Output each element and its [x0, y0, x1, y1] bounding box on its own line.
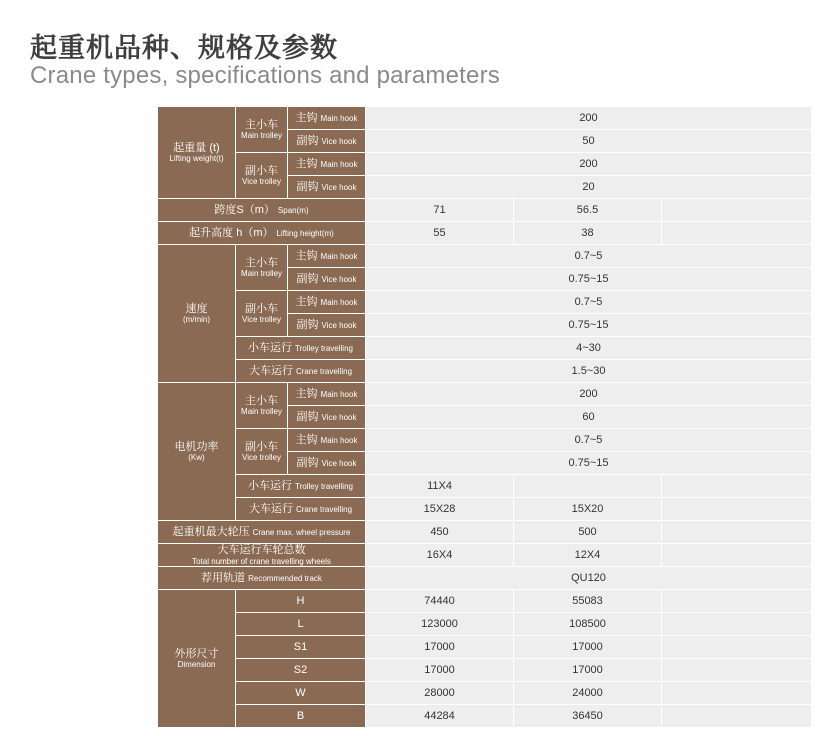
table-row — [158, 383, 812, 406]
label-motor-power-cn: 电机功率 — [174, 440, 219, 453]
value-dim-w-col3 — [662, 682, 812, 705]
label-dimension-cn: 外形尺寸 — [174, 647, 219, 660]
value-speed-main-trolley-main-hook: 0.7~5 — [366, 245, 812, 268]
table-row — [158, 636, 812, 659]
label-crane-travelling — [236, 360, 366, 383]
value-dim-s1-col2: 17000 — [514, 636, 662, 659]
label-vice-trolley — [236, 153, 288, 199]
label-main-hook-cn: 主钩 — [295, 433, 318, 446]
label-lifting-weight-en: Lifting weight(t) — [169, 154, 224, 164]
label-vice-hook — [288, 452, 366, 475]
label-vice-hook-cn: 副钩 — [296, 134, 319, 147]
value-motor-power-trolley-travelling-col3 — [662, 475, 812, 498]
value-lifting-weight-main-trolley-main-hook: 200 — [366, 107, 812, 130]
label-vice-trolley — [236, 429, 288, 475]
label-vice-hook-en: Vice hook — [321, 136, 357, 146]
table-row — [158, 705, 812, 728]
label-recommended-track-en: Recommended track — [248, 573, 322, 583]
label-vice-trolley-cn: 副小车 — [245, 164, 278, 177]
table-row — [158, 567, 812, 590]
label-vice-hook — [288, 268, 366, 291]
label-main-hook — [288, 383, 366, 406]
label-vice-trolley-cn: 副小车 — [245, 302, 278, 315]
value-dim-l-col2: 108500 — [514, 613, 662, 636]
label-wheel-pressure — [158, 521, 366, 544]
label-total-wheels — [158, 544, 366, 567]
label-dim-s2: S2 — [236, 659, 366, 682]
label-main-hook-cn: 主钩 — [295, 295, 318, 308]
label-crane-travelling-cn: 大车运行 — [248, 364, 293, 377]
value-speed-trolley-travelling: 4~30 — [366, 337, 812, 360]
table-row — [158, 360, 812, 383]
value-dim-s1-col3 — [662, 636, 812, 659]
label-vice-trolley-cn: 副小车 — [245, 440, 278, 453]
value-motor-power-vice-trolley-main-hook: 0.7~5 — [366, 429, 812, 452]
value-dim-s2-col3 — [662, 659, 812, 682]
value-lifting-height-col3 — [662, 222, 812, 245]
label-crane-travelling — [236, 498, 366, 521]
label-dim-l: L — [236, 613, 366, 636]
value-motor-power-crane-travelling-col2: 15X20 — [514, 498, 662, 521]
label-trolley-travelling-cn: 小车运行 — [248, 341, 293, 354]
label-main-hook-en: Main hook — [320, 435, 358, 445]
label-vice-hook-cn: 副钩 — [296, 180, 319, 193]
label-wheel-pressure-cn: 起重机最大轮压 — [172, 525, 250, 538]
label-lifting-height — [158, 222, 366, 245]
value-span-col1: 71 — [366, 199, 514, 222]
value-dim-l-col1: 123000 — [366, 613, 514, 636]
label-main-trolley — [236, 107, 288, 153]
label-vice-hook-cn: 副钩 — [296, 456, 319, 469]
table-row — [158, 521, 812, 544]
table-row — [158, 475, 812, 498]
label-main-trolley-en: Main trolley — [241, 131, 282, 141]
label-main-hook-en: Main hook — [320, 389, 358, 399]
label-main-hook — [288, 153, 366, 176]
value-speed-vice-trolley-vice-hook: 0.75~15 — [366, 314, 812, 337]
label-vice-hook-en: Vice hook — [321, 320, 357, 330]
label-vice-hook-en: Vice hook — [321, 274, 357, 284]
label-total-wheels-en: Total number of crane travelling wheels — [192, 556, 331, 566]
table-row — [158, 498, 812, 521]
label-dimension — [158, 590, 236, 728]
value-speed-main-trolley-vice-hook: 0.75~15 — [366, 268, 812, 291]
label-main-trolley-en: Main trolley — [241, 269, 282, 279]
label-vice-hook-cn: 副钩 — [296, 272, 319, 285]
label-vice-hook — [288, 314, 366, 337]
value-motor-power-crane-travelling-col1: 15X28 — [366, 498, 514, 521]
label-main-hook-en: Main hook — [320, 297, 358, 307]
table-row — [158, 222, 812, 245]
label-dim-b: B — [236, 705, 366, 728]
label-crane-travelling-en: Crane travelling — [295, 366, 353, 376]
value-dim-b-col1: 44284 — [366, 705, 514, 728]
label-main-hook — [288, 107, 366, 130]
label-main-trolley — [236, 383, 288, 429]
value-motor-power-trolley-travelling-col2 — [514, 475, 662, 498]
label-main-hook-cn: 主钩 — [295, 111, 318, 124]
label-main-hook-en: Main hook — [320, 113, 358, 123]
table-row — [158, 590, 812, 613]
table-row — [158, 659, 812, 682]
label-span-en: Span(m) — [277, 205, 309, 215]
value-dim-s1-col1: 17000 — [366, 636, 514, 659]
value-motor-power-crane-travelling-col3 — [662, 498, 812, 521]
value-lifting-height-col1: 55 — [366, 222, 514, 245]
value-total-wheels-col1: 16X4 — [366, 544, 514, 567]
value-recommended-track: QU120 — [366, 567, 812, 590]
label-main-hook-cn: 主钩 — [295, 157, 318, 170]
table-row — [158, 544, 812, 567]
value-span-col3 — [662, 199, 812, 222]
label-crane-travelling-en: Crane travelling — [295, 504, 353, 514]
label-main-hook-en: Main hook — [320, 251, 358, 261]
value-motor-power-main-trolley-main-hook: 200 — [366, 383, 812, 406]
label-wheel-pressure-en: Crane max. wheel pressure — [252, 527, 351, 537]
value-wheel-pressure-col2: 500 — [514, 521, 662, 544]
label-main-hook-cn: 主钩 — [295, 387, 318, 400]
table-row — [158, 682, 812, 705]
label-trolley-travelling — [236, 475, 366, 498]
label-vice-trolley-en: Vice trolley — [242, 453, 281, 463]
label-main-hook — [288, 429, 366, 452]
value-motor-power-main-trolley-vice-hook: 60 — [366, 406, 812, 429]
label-vice-trolley-en: Vice trolley — [242, 315, 281, 325]
label-motor-power-en: (Kw) — [188, 453, 205, 463]
page-title-en: Crane types, specifications and parameters — [30, 62, 500, 89]
label-vice-hook — [288, 176, 366, 199]
label-dim-h: H — [236, 590, 366, 613]
label-vice-trolley-en: Vice trolley — [242, 177, 281, 187]
label-lifting-height-en: Lifting height(m) — [276, 228, 334, 238]
value-dim-b-col3 — [662, 705, 812, 728]
table-row — [158, 429, 812, 452]
label-lifting-height-cn: 起升高度 h（m） — [189, 226, 274, 239]
specifications-table — [157, 106, 812, 728]
value-total-wheels-col2: 12X4 — [514, 544, 662, 567]
table-row — [158, 199, 812, 222]
label-vice-hook — [288, 406, 366, 429]
label-span — [158, 199, 366, 222]
value-total-wheels-col3 — [662, 544, 812, 567]
value-speed-crane-travelling: 1.5~30 — [366, 360, 812, 383]
table-row — [158, 337, 812, 360]
table-row — [158, 245, 812, 268]
table-row — [158, 613, 812, 636]
label-vice-hook-en: Vice hook — [321, 458, 357, 468]
value-dim-w-col2: 24000 — [514, 682, 662, 705]
label-trolley-travelling-en: Trolley travelling — [295, 343, 353, 353]
value-dim-s2-col2: 17000 — [514, 659, 662, 682]
value-wheel-pressure-col3 — [662, 521, 812, 544]
label-lifting-weight — [158, 107, 236, 199]
label-main-trolley-cn: 主小车 — [245, 394, 278, 407]
label-speed-en: (m/min) — [182, 315, 211, 325]
label-main-hook — [288, 245, 366, 268]
label-trolley-travelling-en: Trolley travelling — [295, 481, 353, 491]
table-row — [158, 291, 812, 314]
label-speed — [158, 245, 236, 383]
label-main-hook-cn: 主钩 — [295, 249, 318, 262]
label-recommended-track-cn: 荐用轨道 — [201, 571, 246, 584]
label-trolley-travelling-cn: 小车运行 — [248, 479, 293, 492]
table-row — [158, 107, 812, 130]
label-total-wheels-cn: 大车运行车轮总数 — [217, 544, 306, 557]
value-dim-s2-col1: 17000 — [366, 659, 514, 682]
table-row — [158, 153, 812, 176]
value-lifting-weight-main-trolley-vice-hook: 50 — [366, 130, 812, 153]
value-dim-l-col3 — [662, 613, 812, 636]
value-lifting-weight-vice-trolley-vice-hook: 20 — [366, 176, 812, 199]
label-dim-s1: S1 — [236, 636, 366, 659]
value-span-col2: 56.5 — [514, 199, 662, 222]
value-speed-vice-trolley-main-hook: 0.7~5 — [366, 291, 812, 314]
label-vice-hook-cn: 副钩 — [296, 318, 319, 331]
label-main-hook-en: Main hook — [320, 159, 358, 169]
label-lifting-weight-cn: 起重量 (t) — [173, 141, 220, 154]
value-dim-b-col2: 36450 — [514, 705, 662, 728]
value-lifting-height-col2: 38 — [514, 222, 662, 245]
label-main-trolley-en: Main trolley — [241, 407, 282, 417]
page-title-cn: 起重机品种、规格及参数 — [30, 33, 338, 63]
label-speed-cn: 速度 — [185, 302, 208, 315]
value-motor-power-trolley-travelling-col1: 11X4 — [366, 475, 514, 498]
label-span-cn: 跨度S（m） — [214, 203, 275, 216]
label-main-trolley — [236, 245, 288, 291]
value-dim-h-col1: 74440 — [366, 590, 514, 613]
label-trolley-travelling — [236, 337, 366, 360]
label-vice-hook-en: Vice hook — [321, 182, 357, 192]
label-main-hook — [288, 291, 366, 314]
label-main-trolley-cn: 主小车 — [245, 256, 278, 269]
label-vice-hook — [288, 130, 366, 153]
label-dim-w: W — [236, 682, 366, 705]
value-motor-power-vice-trolley-vice-hook: 0.75~15 — [366, 452, 812, 475]
value-dim-h-col2: 55083 — [514, 590, 662, 613]
label-vice-trolley — [236, 291, 288, 337]
label-main-trolley-cn: 主小车 — [245, 118, 278, 131]
value-dim-h-col3 — [662, 590, 812, 613]
value-lifting-weight-vice-trolley-main-hook: 200 — [366, 153, 812, 176]
label-vice-hook-en: Vice hook — [321, 412, 357, 422]
label-vice-hook-cn: 副钩 — [296, 410, 319, 423]
label-recommended-track — [158, 567, 366, 590]
value-wheel-pressure-col1: 450 — [366, 521, 514, 544]
value-dim-w-col1: 28000 — [366, 682, 514, 705]
label-motor-power — [158, 383, 236, 521]
label-dimension-en: Dimension — [177, 660, 216, 670]
label-crane-travelling-cn: 大车运行 — [248, 502, 293, 515]
